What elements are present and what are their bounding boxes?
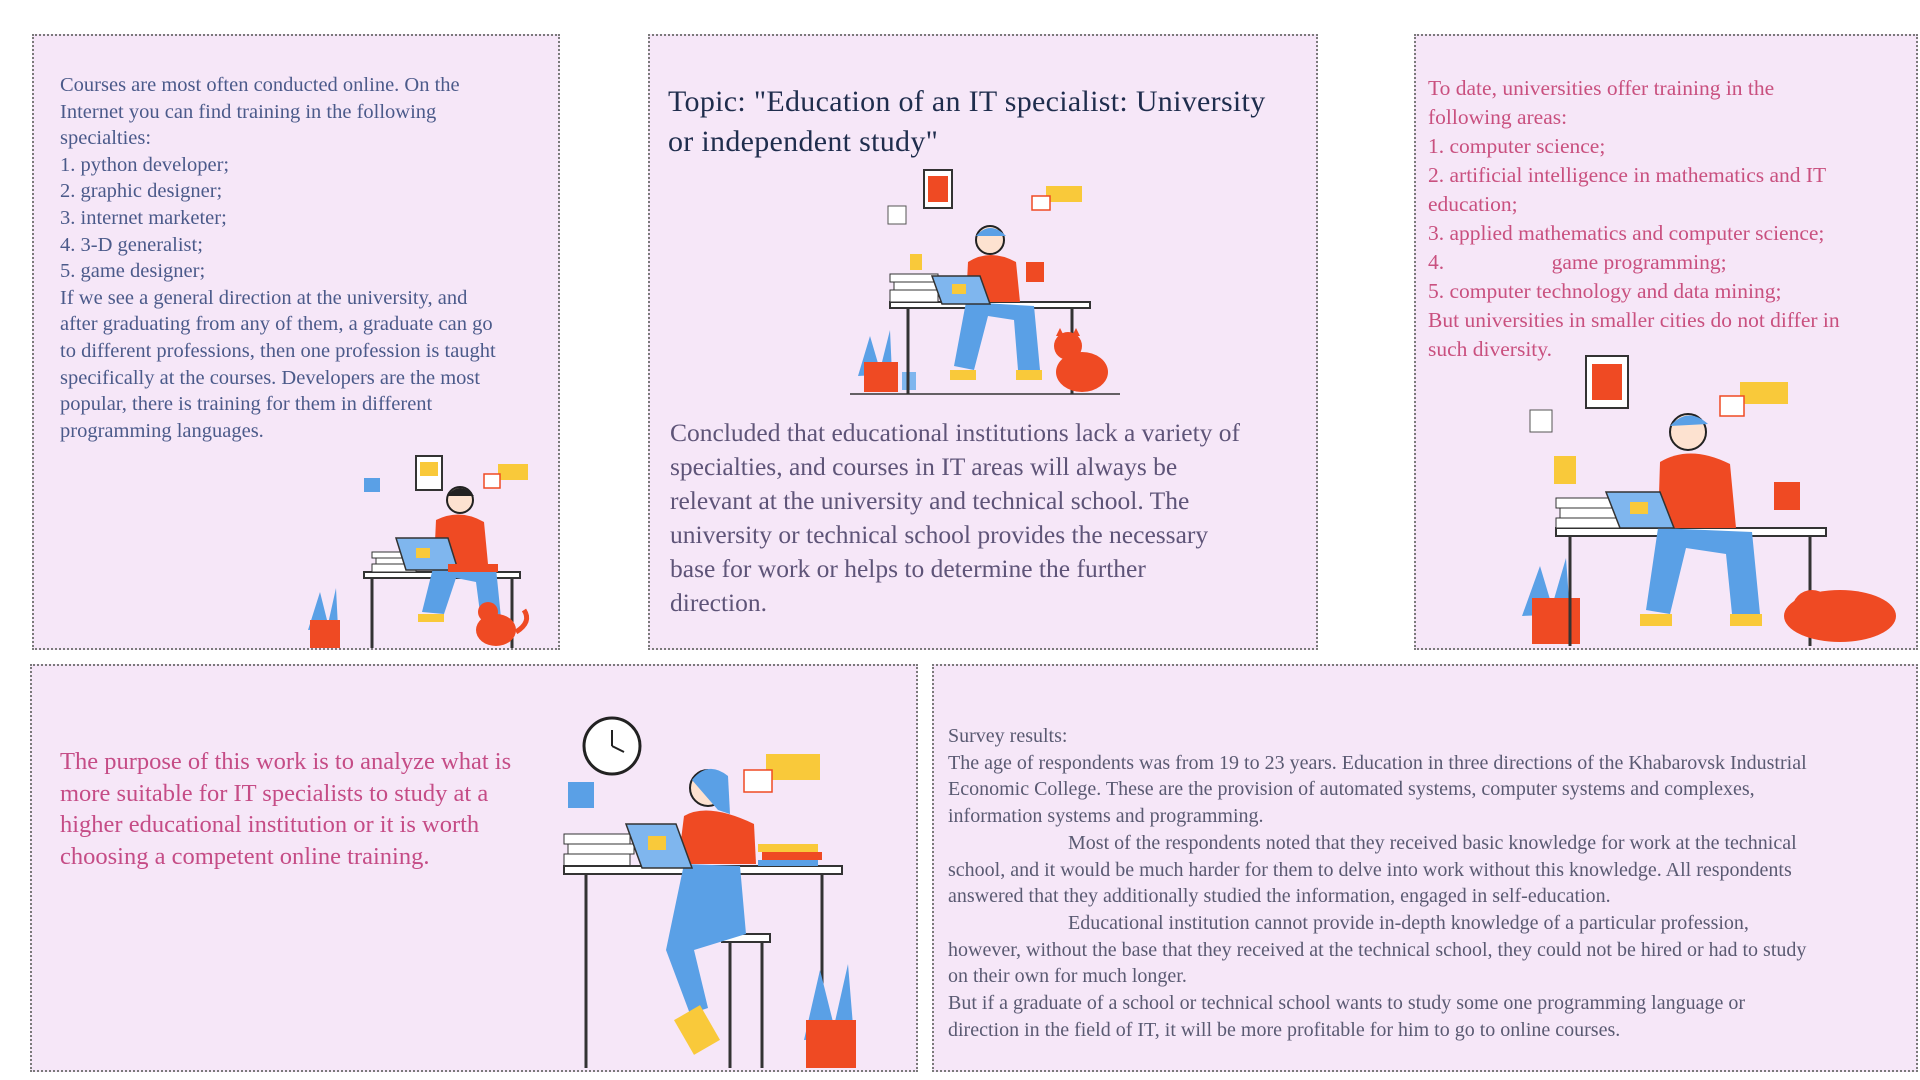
survey-results-text [948, 723, 1807, 1043]
online-courses-text [60, 72, 496, 444]
text-line: 1. computer science; [1428, 134, 1606, 158]
text-line: direction. [670, 588, 768, 617]
developer-at-desk-illustration [298, 452, 538, 648]
text-line: specialties: [60, 127, 152, 150]
university-areas-text [1428, 74, 1840, 364]
text-line: Concluded that educational institutions lack a variety of [670, 418, 1241, 447]
text-line: Survey results: [948, 725, 1068, 747]
text-line: university or technical school provides the necessary [670, 520, 1209, 549]
text-line: on their own for much longer. [948, 965, 1187, 988]
text-line: after graduating from any of them, a graduate can go [60, 313, 493, 336]
text-line: to different professions, then one profession is taught [60, 339, 496, 362]
tired-student-illustration [1520, 352, 1900, 648]
text-line: answered that they additionally studied the information, engaged in self-education. [948, 885, 1611, 908]
text-line: 5. computer technology and data mining; [1428, 279, 1782, 303]
text-line: specifically at the courses. Developers are the most [60, 366, 481, 389]
text-line: Economic College. These are the provision of automated systems, computer systems and complexes, [948, 778, 1755, 801]
panel-online-courses [32, 34, 560, 650]
text-line: But if a graduate of a school or technical school wants to study some one programming language or [948, 992, 1746, 1015]
text-line: Educational institution cannot provide in-depth knowledge of a particular profession, [948, 911, 1749, 934]
text-line: But universities in smaller cities do not differ in [1428, 308, 1840, 332]
student-with-cat-illustration [850, 166, 1130, 400]
text-line: following areas: [1428, 105, 1568, 129]
title-line: or independent study" [668, 125, 939, 158]
text-line: however, without the base that they received at the technical school, they could not be hired or had to study [948, 938, 1807, 961]
text-line: programming languages. [60, 419, 264, 442]
text-line: direction in the field of IT, it will be more profitable for him to go to online courses. [948, 1018, 1621, 1041]
purpose-text [60, 746, 511, 872]
text-line: To date, universities offer training in the [1428, 76, 1775, 100]
text-line: higher educational institution or it is worth [60, 811, 480, 838]
text-line: 2. graphic designer; [60, 180, 223, 203]
text-line: relevant at the university and technical school. The [670, 486, 1190, 515]
panel-topic [648, 34, 1318, 650]
text-line: 4. 3-D generalist; [60, 233, 203, 256]
panel-survey-results [932, 664, 1918, 1072]
title-line: Topic: "Education of an IT specialist: University [668, 85, 1266, 118]
text-line: 3. applied mathematics and computer science; [1428, 221, 1825, 245]
text-line: 4. game programming; [1428, 250, 1727, 274]
text-line: more suitable for IT specialists to study at a [60, 779, 489, 807]
conclusion-text [670, 416, 1240, 620]
text-line: If we see a general direction at the university, and [60, 286, 468, 309]
text-line: 1. python developer; [60, 153, 230, 176]
text-line: education; [1428, 192, 1518, 216]
text-line: Internet you can find training in the following [60, 100, 437, 123]
text-line: base for work or helps to determine the further [670, 554, 1146, 583]
student-on-stool-illustration [558, 714, 898, 1070]
text-line: 3. internet marketer; [60, 206, 227, 229]
text-line: Most of the respondents noted that they received basic knowledge for work at the technical [948, 831, 1797, 854]
text-line: The age of respondents was from 19 to 23 years. Education in three directions of the Khabarovsk Industrial [948, 751, 1807, 774]
text-line: popular, there is training for them in different [60, 393, 433, 416]
text-line: choosing a competent online training. [60, 842, 430, 870]
text-line: 5. game designer; [60, 260, 206, 283]
panel-purpose [30, 664, 918, 1072]
text-line: The purpose of this work is to analyze what is [60, 748, 512, 775]
text-line: Courses are most often conducted online. On the [60, 74, 460, 96]
topic-title [668, 82, 1266, 162]
text-line: 2. artificial intelligence in mathematics and IT [1428, 163, 1827, 187]
text-line: school, and it would be much harder for them to delve into work without this knowledge. All respondents [948, 858, 1792, 881]
text-line: specialties, and courses in IT areas will always be [670, 452, 1178, 481]
text-line: such diversity. [1428, 337, 1553, 361]
panel-university-areas [1414, 34, 1918, 650]
text-line: information systems and programming. [948, 805, 1264, 828]
